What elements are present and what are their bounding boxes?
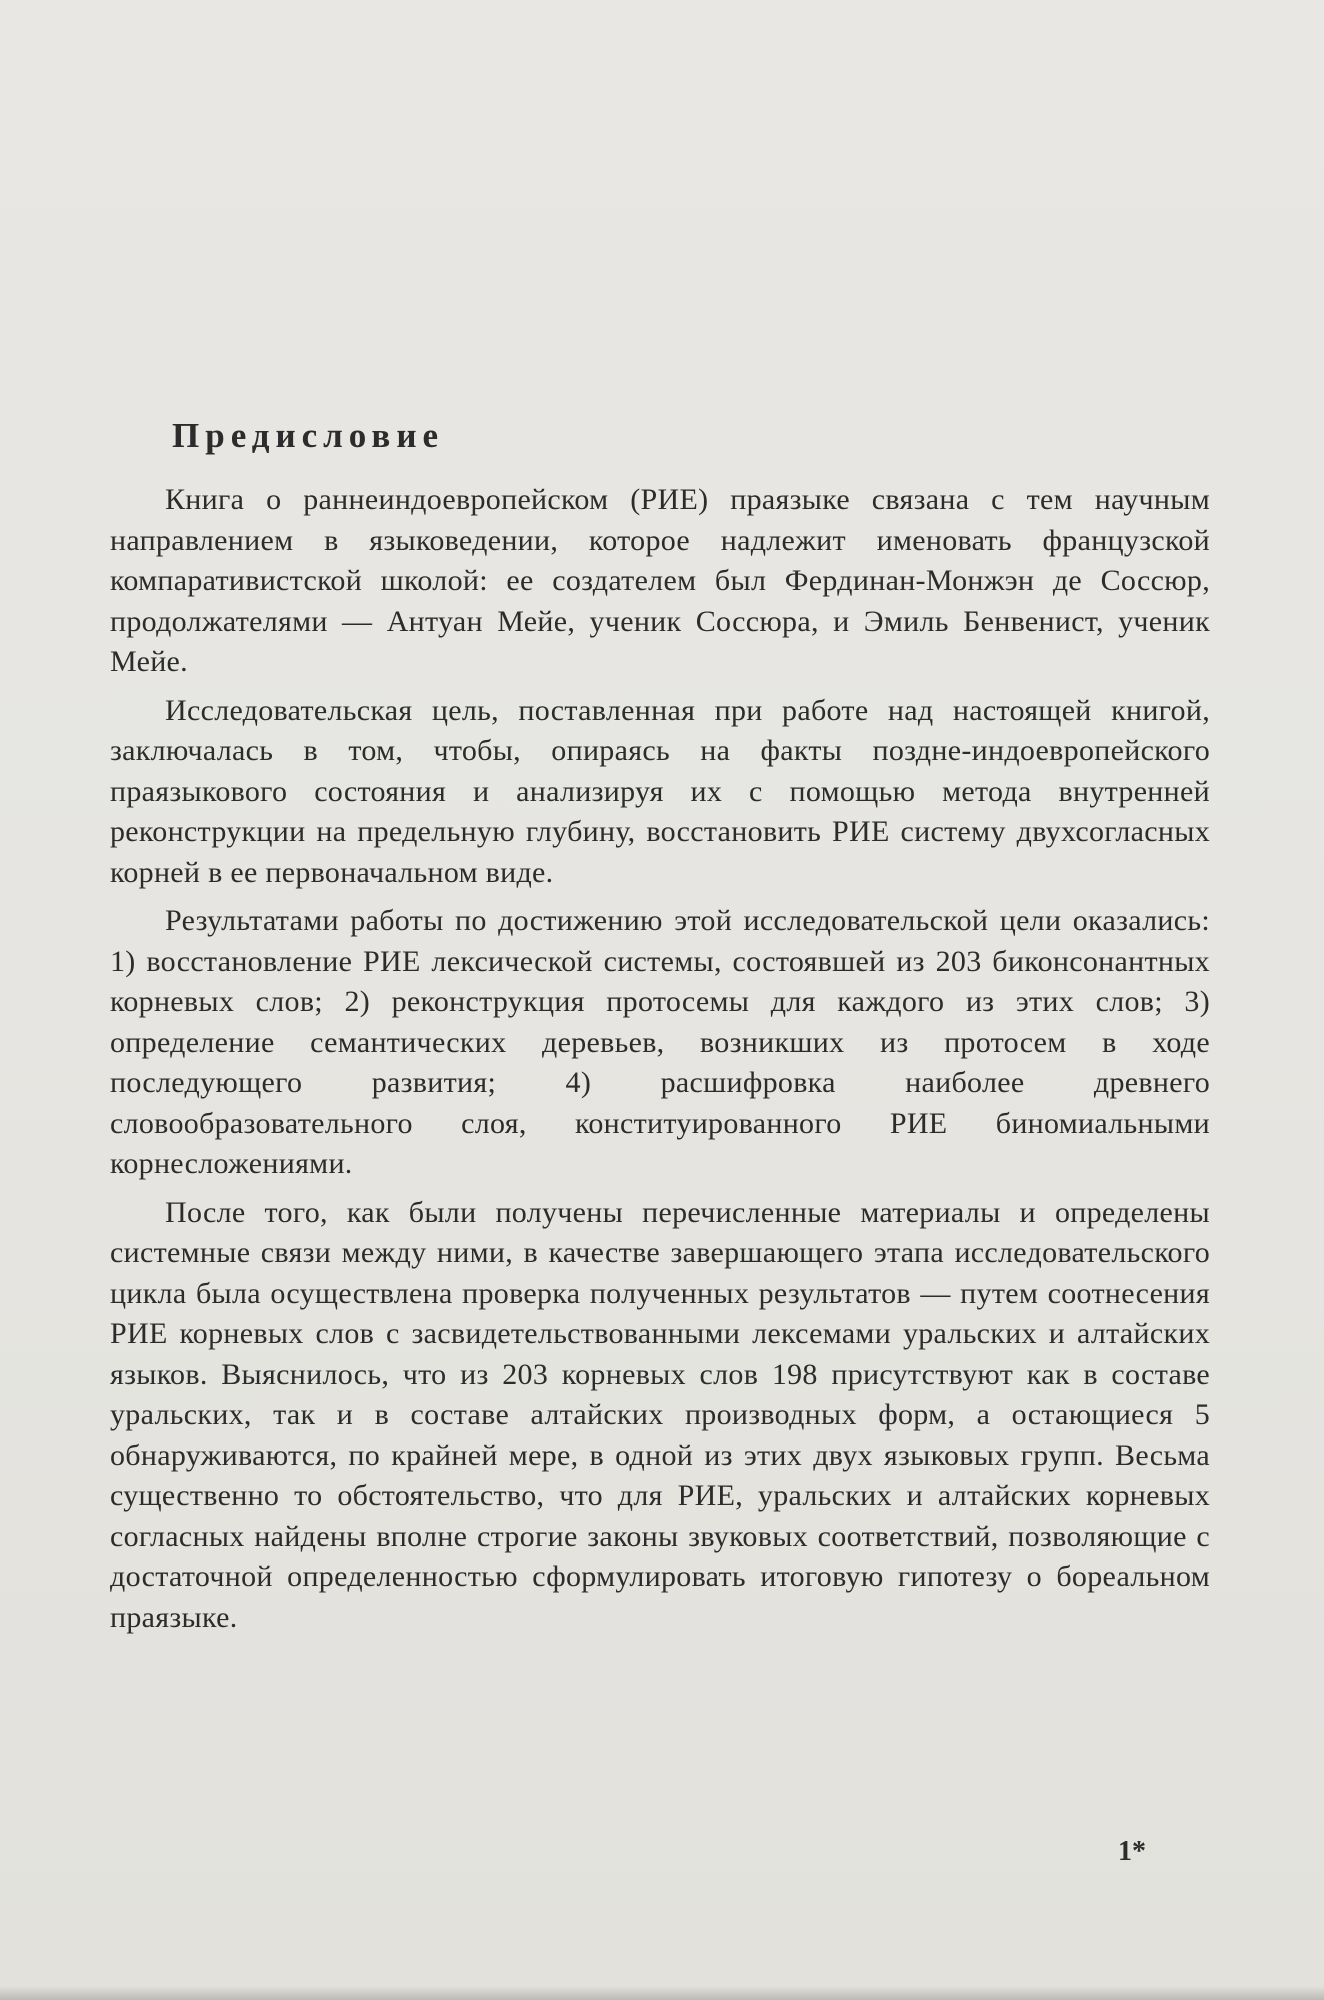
paragraph-2: Исследовательская цель, поставленная при работе над настоящей книгой, заключалась в том, чтобы, опираясь на факты поздне-индоевропейского праязыкового состояния и анализируя их с помощью метода внутренней реконструкции на предельную глубину, восстановить РИЕ систему двухсогласных корней в ее первоначальном виде. (110, 693, 1210, 889)
page-bottom-edge (0, 1986, 1324, 2000)
preface-text-block (110, 410, 1210, 1646)
paragraph-4: После того, как были получены перечисленные материалы и определены системные связи между ними, в качестве завершающего этапа исследовательского цикла была осуществлена проверка полученных результатов — путем соотнесения РИЕ корневых слов с засвидетельствованными лексемами уральских и алтайских языков. Выяснилось, что из 203 корневых слов 198 присутствуют как в составе уральских, так и в составе алтайских производных форм, а остающиеся 5 обнаруживаются, по крайней мере, в одной из этих двух языковых групп. Весьма существенно то обстоятельство, что для РИЕ, уральских и алтайских корневых согласных найдены вполне строгие законы звуковых соответствий, позволяющие с достаточной определенностью сформулировать итоговую гипотезу о бореальном праязыке. (110, 1195, 1210, 1634)
paragraph-3: Результатами работы по достижению этой исследовательской цели оказались: 1) восстановление РИЕ лексической системы, состоявшей из 203 биконсонантных корневых слов; 2) реконструкция протосемы для каждого из этих слов; 3) определение семантических деревьев, возникших из протосем в ходе последующего развития; 4) расшифровка наиболее древнего словообразовательного слоя, конституированного РИЕ биномиальными корнесложениями. (110, 904, 1210, 1180)
signature-mark: 1* (1118, 1836, 1146, 1867)
paragraph-1: Книга о раннеиндоевропейском (РИЕ) праязыке связана с тем научным направлением в языковедении, которое надлежит именовать французской компаративистской школой: ее создателем был Фердинан-Монжэн де Соссюр, продолжателями — Антуан Мейе, ученик Соссюра, и Эмиль Бенвенист, ученик Мейе. (110, 483, 1210, 678)
preface-heading: Предисловие (172, 416, 445, 455)
